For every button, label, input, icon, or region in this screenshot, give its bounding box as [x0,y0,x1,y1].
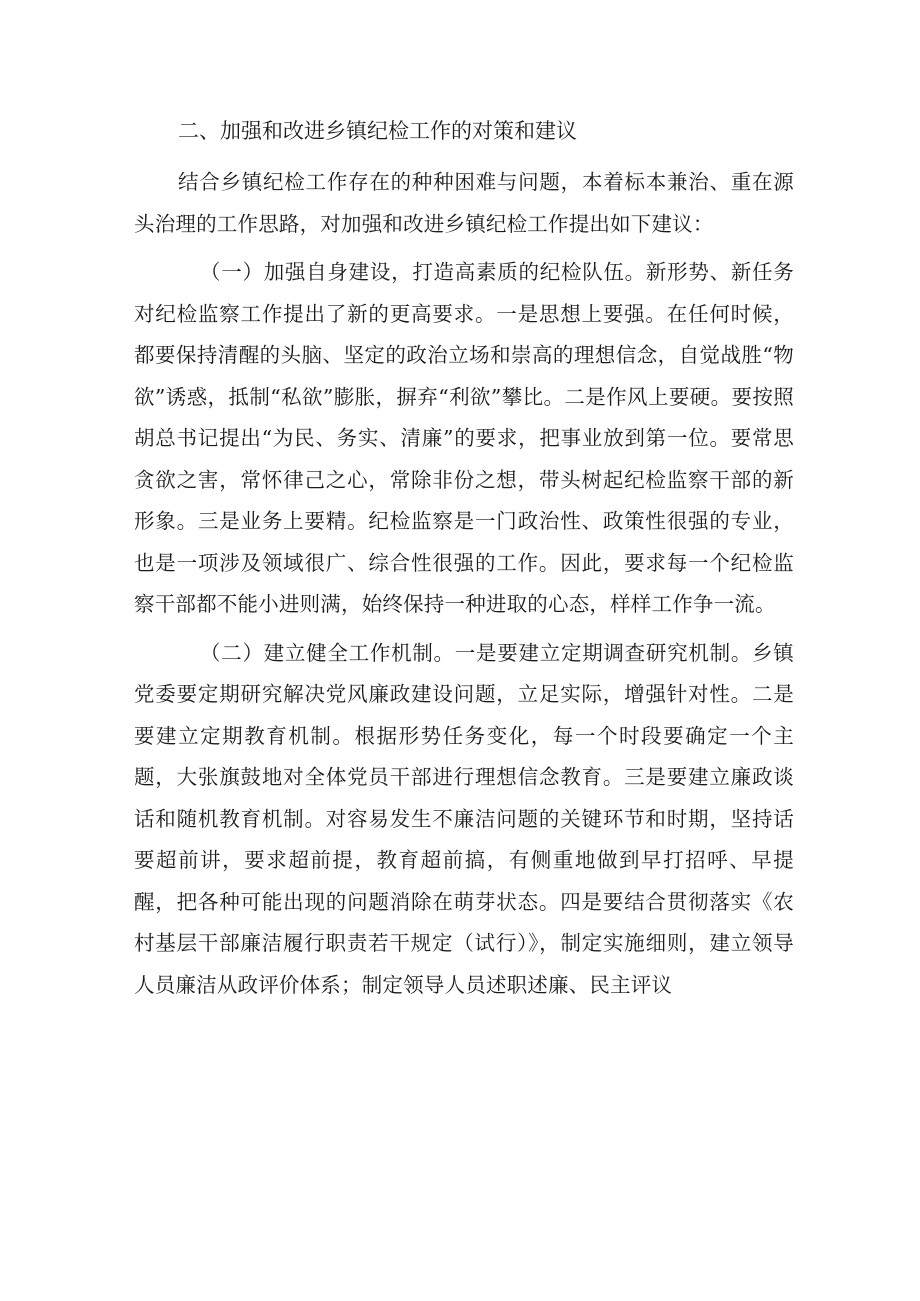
intro-paragraph: 结合乡镇纪检工作存在的种种困难与问题，本着标本兼治、重在源头治理的工作思路，对加强和改进乡镇纪检工作提出如下建议： [134,170,794,236]
paragraph-work-mechanism: （二）建立健全工作机制。一是要建立定期调查研究机制。乡镇党委要定期研究解决党风廉政建设问题，立足实际，增强针对性。二是要建立定期教育机制。根据形势任务变化，每一个时段要确定一个主题，大张旗鼓地对全体党员干部进行理想信念教育。三是要建立廉政谈话和随机教育机制。对容易发生不廉洁问题的关键环节和时期，坚持话要超前讲，要求超前提，教育超前搞，有侧重地做到早打招呼、早提醒，把各种可能出现的问题消除在萌芽状态。四是要结合贯彻落实《农村基层干部廉洁履行职责若干规定（试行）》，制定实施细则，建立领导人员廉洁从政评价体系；制定领导人员述职述廉、民主评议 [134,640,794,997]
section-heading: 二、加强和改进乡镇纪检工作的对策和建议 [178,119,577,143]
paragraph-team-building: （一）加强自身建设，打造高素质的纪检队伍。新形势、新任务对纪检监察工作提出了新的更高要求。一是思想上要强。在任何时候，都要保持清醒的头脑、坚定的政治立场和崇高的理想信念，自觉战胜“物欲”诱惑，抵制“私欲”膨胀，摒弃“利欲”攀比。二是作风上要硬。要按照胡总书记提出“为民、务实、清廉”的要求，把事业放到第一位。要常思贪欲之害，常怀律己之心，常除非份之想，带头树起纪检监察干部的新形象。三是业务上要精。纪检监察是一门政治性、政策性很强的专业，也是一项涉及领域很广、综合性很强的工作。因此，要求每一个纪检监察干部都不能小进则满，始终保持一种进取的心态，样样工作争一流。 [134,260,794,616]
document-body [134,109,794,1006]
